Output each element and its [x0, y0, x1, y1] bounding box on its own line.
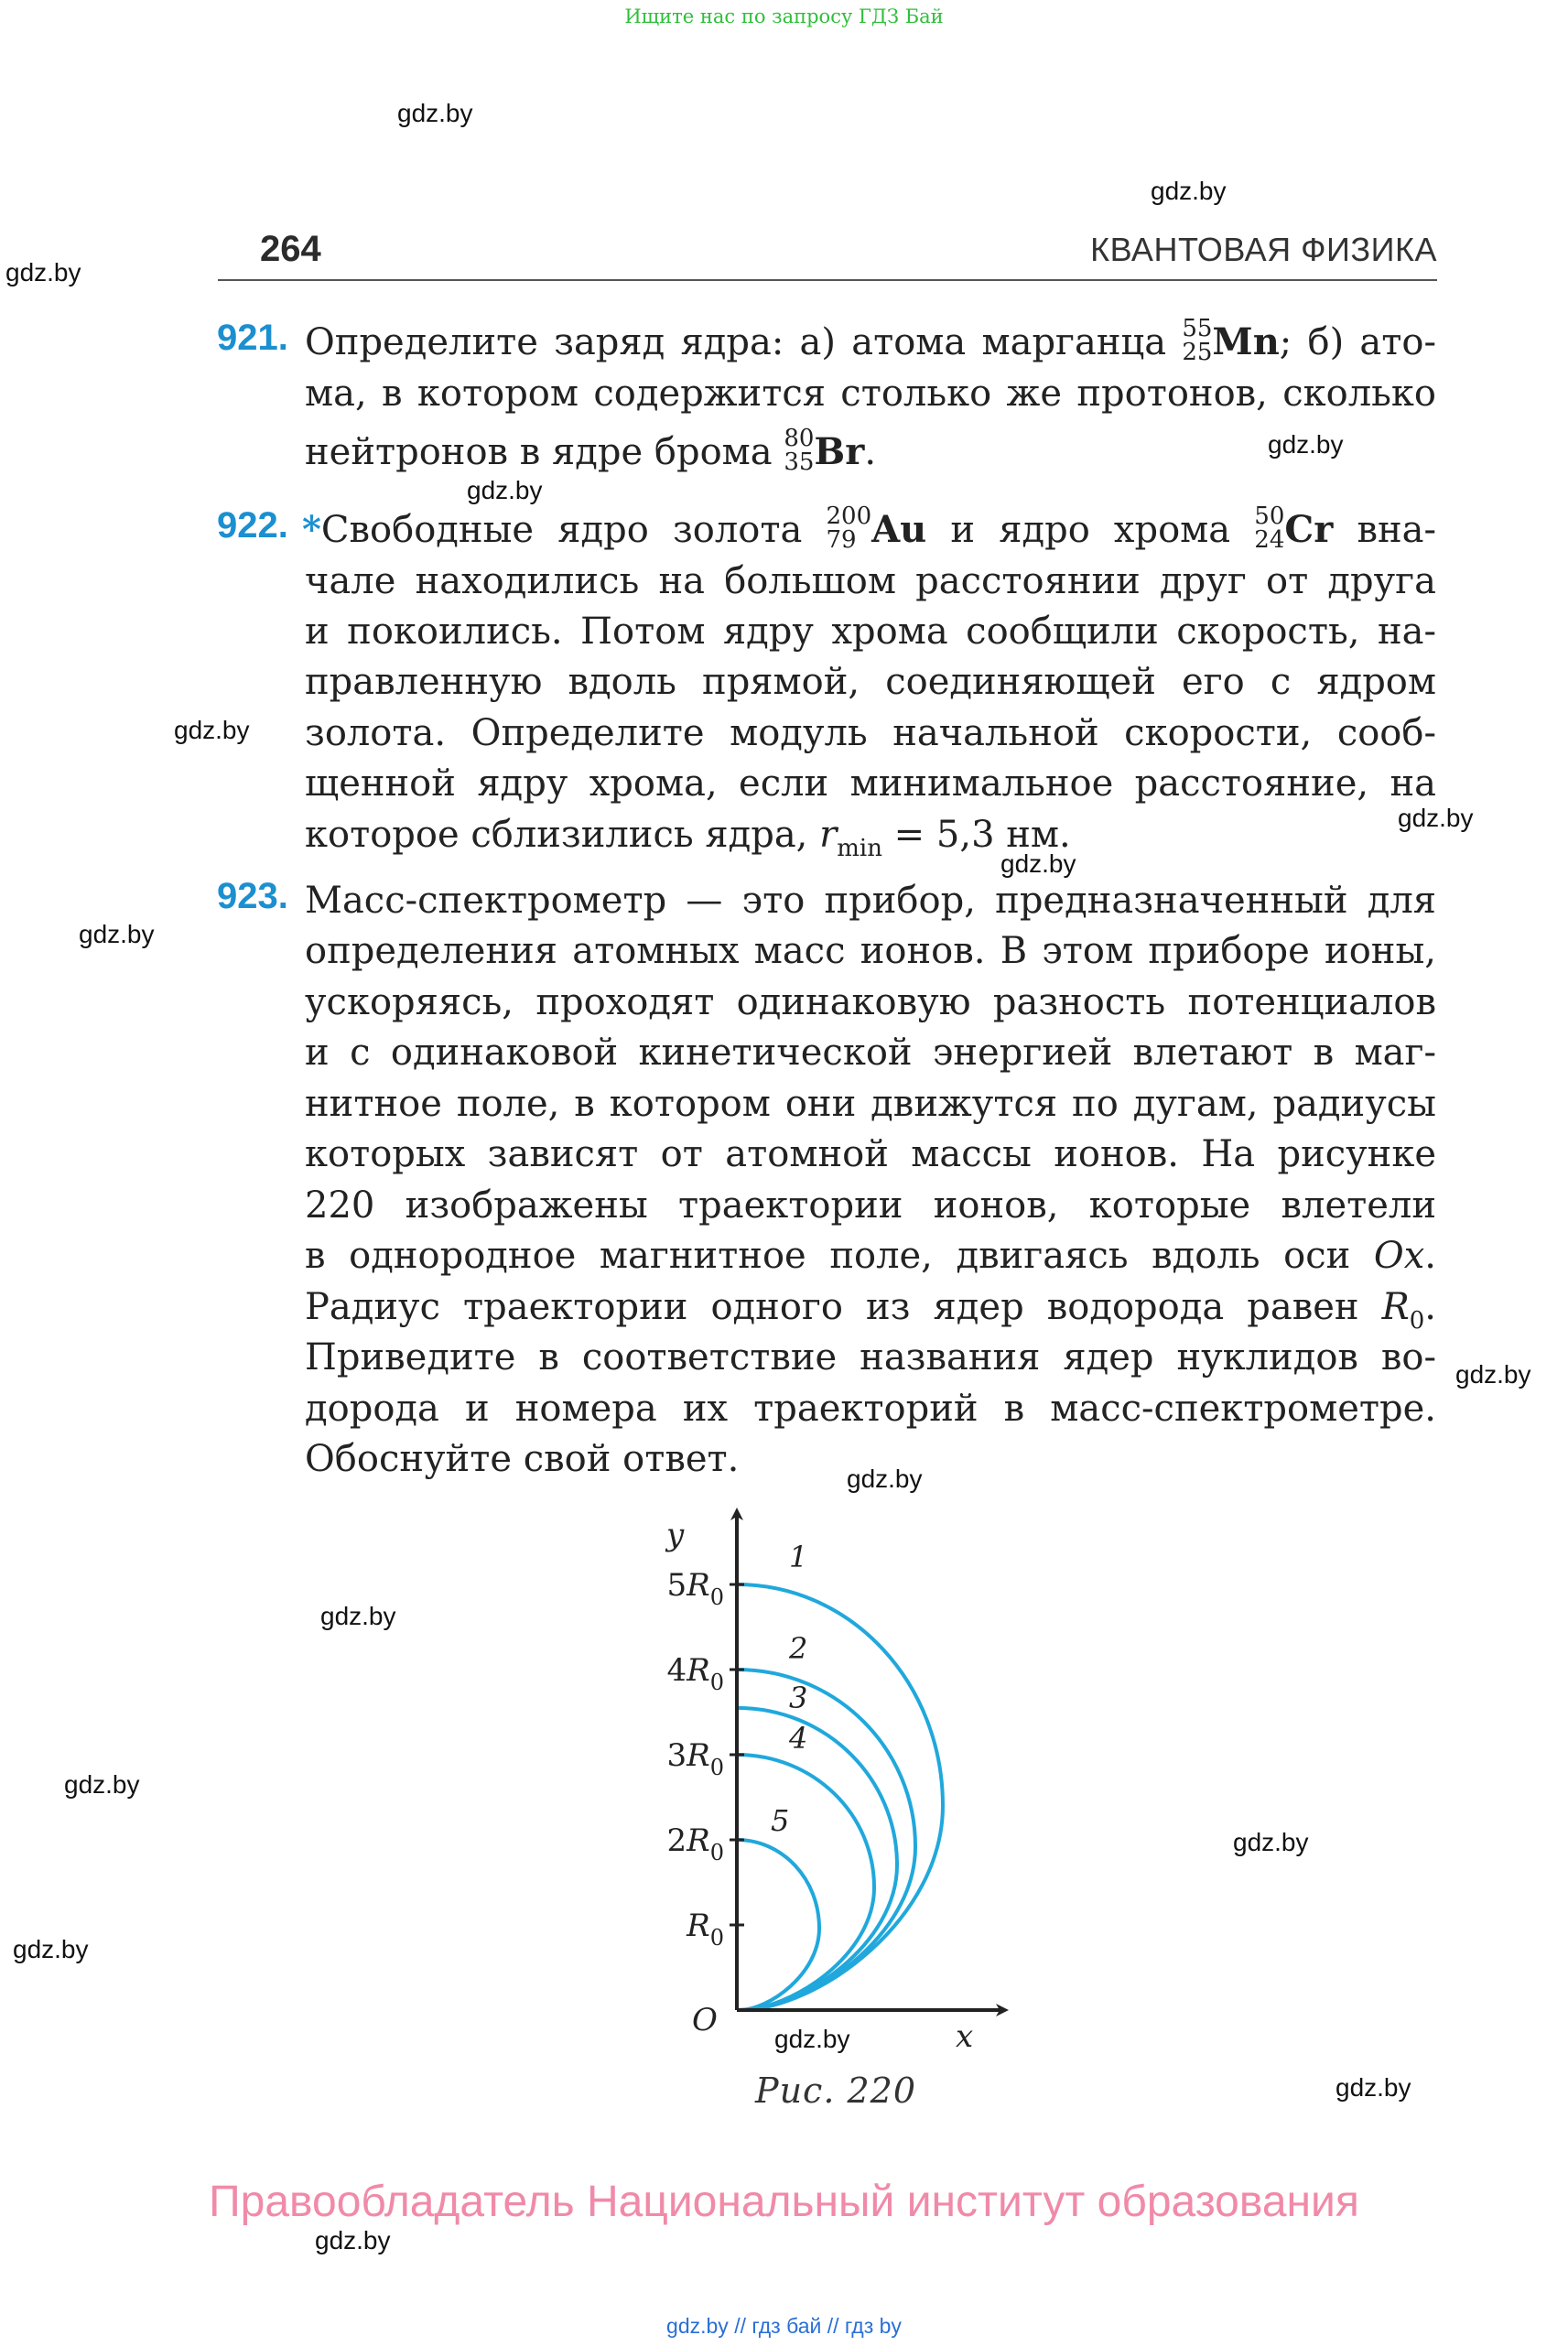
watermark: gdz.by [1455, 1360, 1531, 1389]
problem-922-line: правленную вдоль прямой, соединяющей его с ядром [305, 661, 1436, 703]
top-banner[interactable]: Ищите нас по запросу ГДЗ Бай [624, 5, 944, 27]
watermark: gdz.by [1000, 849, 1076, 878]
page-number: 264 [260, 229, 321, 269]
star-mark: * [302, 508, 321, 551]
watermark: gdz.by [1398, 804, 1474, 832]
problem-923-line: 220 изображены траектории ионов, которые влетели [305, 1184, 1436, 1227]
watermark: gdz.by [467, 476, 543, 504]
footer-links[interactable]: gdz.by // гдз бай // гдз by [666, 2314, 902, 2338]
figure-caption: Рис. 220 [755, 2070, 917, 2111]
problem-921-line: ма, в котором содержится столько же протонов, сколько [305, 373, 1436, 415]
y-tick-label: $3R_0$ [666, 1737, 724, 1780]
y-tick-label: $5R_0$ [666, 1567, 724, 1610]
watermark: gdz.by [397, 99, 473, 127]
problem-923-line: и с одинаковой кинетической энергией влетают в маг- [305, 1032, 1436, 1074]
problem-921-line: нейтронов в ядре брома 80 35 Br. [305, 425, 877, 476]
y-axis-label: y [666, 1517, 685, 1553]
curve-label-4: 4 [789, 1721, 808, 1756]
problem-923-line: ускоряясь, проходят одинаковую разность потенциалов [305, 981, 1436, 1023]
problem-921-line: Определите заряд ядра: а) атома марганца 55 25 Mn; б) ато- [305, 315, 1436, 366]
trajectory-3 [737, 1708, 897, 2010]
x-axis-label: x [956, 2018, 974, 2055]
copyright-notice: Правообладатель Национальный институт образования [209, 2178, 1359, 2226]
y-tick-label: $R_0$ [687, 1908, 724, 1951]
watermark: gdz.by [320, 1602, 396, 1630]
problem-923-line: которых зависят от атомной массы ионов. На рисунке [305, 1133, 1436, 1175]
problem-number-923: 923. [217, 876, 288, 916]
watermark: gdz.by [315, 2226, 391, 2254]
problem-923-line: в однородное магнитное поле, двигаясь вдоль оси Ox. [305, 1235, 1436, 1277]
curve-label-1: 1 [789, 1540, 808, 1574]
nuclide-au: 200 79 Au [826, 503, 927, 554]
watermark: gdz.by [1336, 2073, 1411, 2102]
problem-923-line: Обоснуйте свой ответ. [305, 1438, 740, 1480]
trajectory-5 [737, 1840, 819, 2010]
nuclide-mn: 55 25 Mn [1182, 315, 1280, 366]
watermark: gdz.by [174, 716, 250, 744]
problem-922-line: щенной ядру хрома, если минимальное расстояние, на [305, 762, 1436, 805]
curve-label-2: 2 [789, 1631, 808, 1666]
y-tick-label: $2R_0$ [666, 1822, 724, 1865]
problem-922-line: и покоились. Потом ядру хрома сообщили скорость, на- [305, 611, 1436, 653]
problem-923-line: нитное поле, в котором они движутся по дугам, радиусы [305, 1083, 1436, 1125]
watermark: gdz.by [5, 258, 81, 286]
curve-label-5: 5 [771, 1803, 790, 1838]
curve-labels [771, 1540, 807, 1838]
y-tick-label: $4R_0$ [666, 1652, 724, 1695]
problem-number-921: 921. [217, 318, 288, 358]
nuclide-br: 80 35 Br [784, 425, 865, 476]
problem-922-line: которое сблизились ядра, $r_{min} = 5,3$ нм. [305, 814, 1071, 862]
problem-922-line: золота. Определите модуль начальной скорости, сооб- [305, 712, 1436, 754]
curve-label-3: 3 [789, 1681, 808, 1715]
watermark: gdz.by [13, 1935, 89, 1963]
trajectory-2 [737, 1670, 915, 2010]
watermark: gdz.by [1233, 1828, 1309, 1856]
problem-922-line: *Свободные ядро золота 200 79 Au и ядро хрома 50 24 Cr вна- [302, 503, 1437, 554]
watermark: gdz.by [1151, 177, 1227, 205]
watermark: gdz.by [847, 1465, 923, 1493]
problem-923-line: Радиус траектории одного из ядер водорода равен $R_0$. [305, 1286, 1436, 1335]
watermark: gdz.by [79, 920, 155, 948]
watermark: gdz.by [64, 1770, 140, 1799]
problem-number-922: 922. [217, 505, 288, 546]
watermark: gdz.by [774, 2025, 850, 2053]
watermark: gdz.by [1268, 430, 1344, 459]
problem-923-line: Масс-спектрометр — это прибор, предназначенный для [305, 880, 1436, 922]
problem-922-line: чале находились на большом расстоянии друг от друга [305, 560, 1436, 602]
trajectory-curves [737, 1584, 943, 2010]
problem-923-line: Приведите в соответствие названия ядер нуклидов во- [305, 1336, 1436, 1378]
nuclide-cr: 50 24 Cr [1254, 503, 1334, 554]
problem-923-line: определения атомных масс ионов. В этом приборе ионы, [305, 930, 1436, 972]
y-tick-labels [666, 1567, 724, 1951]
running-title: КВАНТОВАЯ ФИЗИКА [1090, 231, 1437, 268]
origin-label: O [692, 2002, 718, 2038]
problem-923-line: дорода и номера их траекторий в масс-спектрометре. [305, 1388, 1436, 1430]
